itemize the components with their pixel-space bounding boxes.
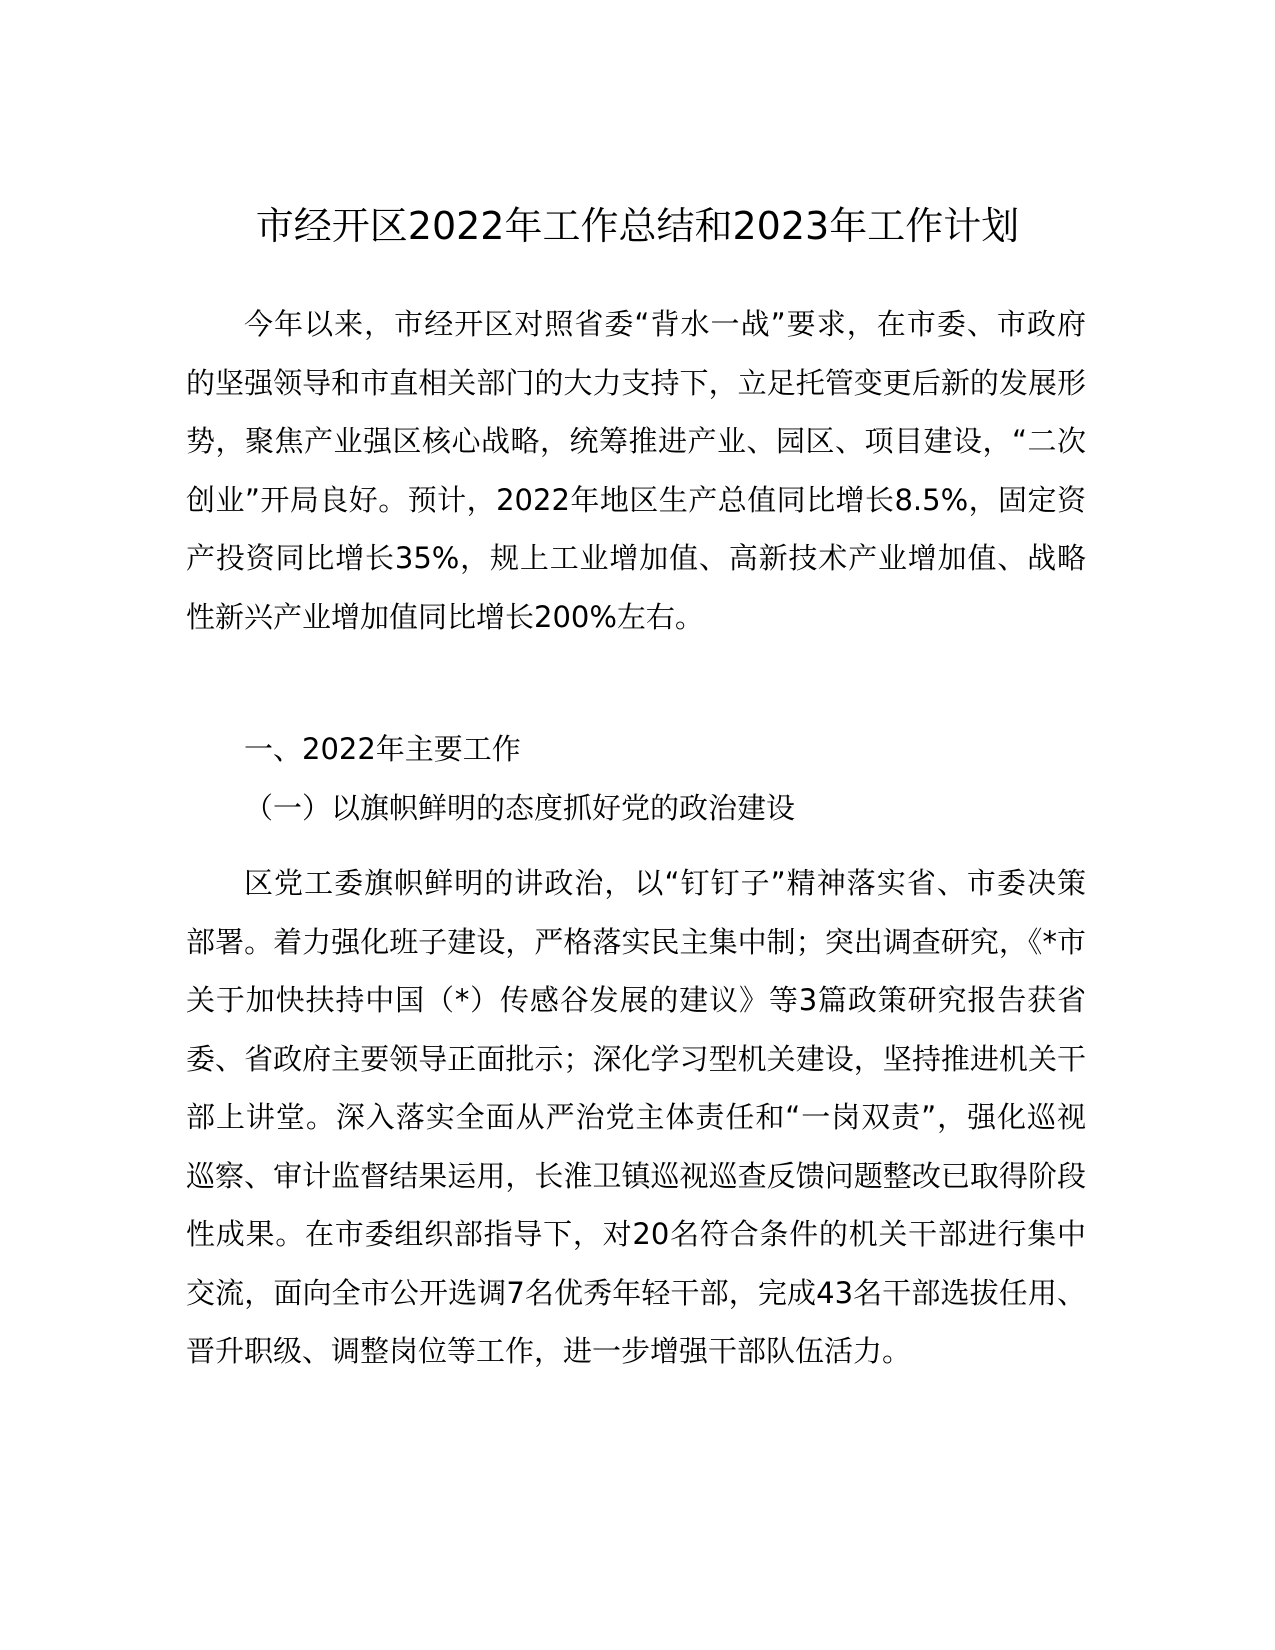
- section-heading: 一、2022年主要工作: [244, 732, 521, 766]
- document-title: 市经开区2022年工作总结和2023年工作计划: [255, 204, 1020, 248]
- subsection-paragraph: 区党工委旗帜鲜明的讲政治，以“钉钉子”精神落实省、市委决策部署。着力强化班子建设，严格落实民主集中制；突出调查研究，《*市关于加快扶持中国（*）传感谷发展的建议》等3篇政策研究报告获省委、省政府主要领导正面批示；深化学习型机关建设，坚持推进机关干部上讲堂。深入落实全面从严治党主体责任和“一岗双责”，强化巡视巡察、审计监督结果运用，长淮卫镇巡视巡查反馈问题整改已取得阶段性成果。在市委组织部指导下，对20名符合条件的机关干部进行集中交流，面向全市公开选调7名优秀年轻干部，完成43名干部选拔任用、晋升职级、调整岗位等工作，进一步增强干部队伍活力。: [186, 866, 1086, 1368]
- subsection-heading: （一）以旗帜鲜明的态度抓好党的政治建设: [244, 791, 796, 825]
- intro-paragraph: 今年以来，市经开区对照省委“背水一战”要求，在市委、市政府的坚强领导和市直相关部门的大力支持下，立足托管变更后新的发展形势，聚焦产业强区核心战略，统筹推进产业、园区、项目建设，“二次创业”开局良好。预计，2022年地区生产总值同比增长8.5%，固定资产投资同比增长35%，规上工业增加值、高新技术产业增加值、战略性新兴产业增加值同比增长200%左右。: [186, 307, 1086, 634]
